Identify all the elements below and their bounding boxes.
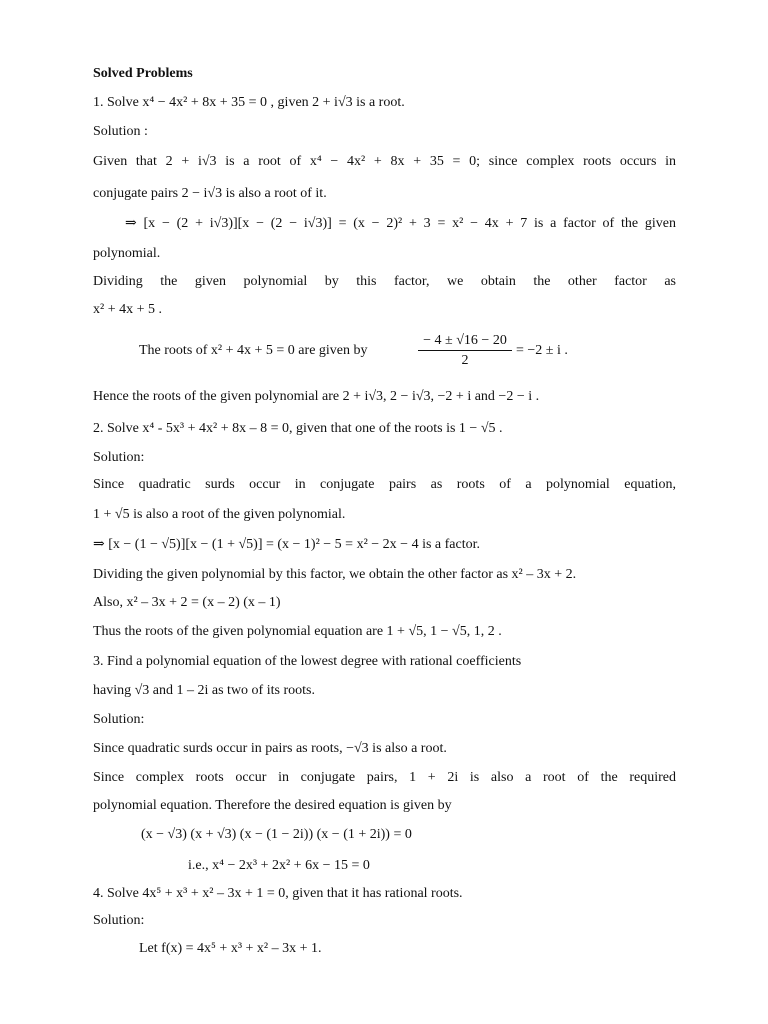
problem-2-line-5: Also, x² – 3x + 2 = (x – 2) (x – 1) bbox=[93, 595, 281, 610]
problem-1-line-6: x² + 4x + 5 . bbox=[93, 302, 162, 317]
fraction-numerator: − 4 ± √16 − 20 bbox=[418, 334, 512, 351]
problem-4-question: 4. Solve 4x⁵ + x³ + x² – 3x + 1 = 0, given that it has rational roots. bbox=[93, 886, 463, 901]
fraction-denominator: 2 bbox=[461, 353, 469, 368]
problem-1-question: 1. Solve x⁴ − 4x² + 8x + 35 = 0 , given 2 + i√3 is a root. bbox=[93, 95, 405, 110]
problem-4-solution-label: Solution: bbox=[93, 913, 145, 928]
problem-2-line-4: Dividing the given polynomial by this factor, we obtain the other factor as x² – 3x + 2. bbox=[93, 567, 577, 582]
problem-1-roots-suffix: = −2 ± i . bbox=[516, 343, 568, 358]
problem-1-line-5: Dividing the given polynomial by this factor, we obtain the other factor as bbox=[93, 274, 676, 289]
problem-1-line-2: conjugate pairs 2 − i√3 is also a root of it. bbox=[93, 186, 327, 201]
problem-1-line-8: Hence the roots of the given polynomial are 2 + i√3, 2 − i√3, −2 + i and −2 − i . bbox=[93, 389, 540, 404]
problem-1-solution-label: Solution : bbox=[93, 124, 148, 139]
problem-3-question: 3. Find a polynomial equation of the lowest degree with rational coefficients bbox=[93, 654, 522, 669]
problem-2-question: 2. Solve x⁴ - 5x³ + 4x² + 8x – 8 = 0, given that one of the roots is 1 − √5 . bbox=[93, 421, 503, 436]
problem-1-line-4: polynomial. bbox=[93, 246, 161, 261]
problem-3-question-cont: having √3 and 1 – 2i as two of its roots. bbox=[93, 683, 315, 698]
problem-3-line-4: (x − √3) (x + √3) (x − (1 − 2i)) (x − (1 + 2i)) = 0 bbox=[141, 827, 412, 842]
page-heading: Solved Problems bbox=[93, 66, 193, 81]
problem-1-roots-fraction bbox=[418, 334, 512, 368]
problem-2-line-1: Since quadratic surds occur in conjugate pairs as roots of a polynomial equation, bbox=[93, 477, 676, 492]
problem-4-line-1: Let f(x) = 4x⁵ + x³ + x² – 3x + 1. bbox=[139, 941, 322, 956]
problem-2-line-2: 1 + √5 is also a root of the given polynomial. bbox=[93, 507, 346, 522]
problem-3-line-2: Since complex roots occur in conjugate pairs, 1 + 2i is also a root of the required bbox=[93, 770, 676, 785]
problem-2-line-6: Thus the roots of the given polynomial equation are 1 + √5, 1 − √5, 1, 2 . bbox=[93, 624, 502, 639]
problem-1-line-3: ⇒ [x − (2 + i√3)][x − (2 − i√3)] = (x − 2)² + 3 = x² − 4x + 7 is a factor of the given bbox=[125, 216, 676, 231]
problem-3-line-5: i.e., x⁴ − 2x³ + 2x² + 6x − 15 = 0 bbox=[188, 858, 370, 873]
problem-3-line-3: polynomial equation. Therefore the desired equation is given by bbox=[93, 798, 452, 813]
problem-1-line-1: Given that 2 + i√3 is a root of x⁴ − 4x² + 8x + 35 = 0; since complex roots occurs in bbox=[93, 154, 676, 169]
problem-2-line-3: ⇒ [x − (1 − √5)][x − (1 + √5)] = (x − 1)² − 5 = x² − 2x − 4 is a factor. bbox=[93, 537, 480, 552]
problem-1-roots-prefix: The roots of x² + 4x + 5 = 0 are given by bbox=[139, 343, 368, 358]
problem-3-line-1: Since quadratic surds occur in pairs as roots, −√3 is also a root. bbox=[93, 741, 447, 756]
problem-3-solution-label: Solution: bbox=[93, 712, 145, 727]
problem-2-solution-label: Solution: bbox=[93, 450, 145, 465]
